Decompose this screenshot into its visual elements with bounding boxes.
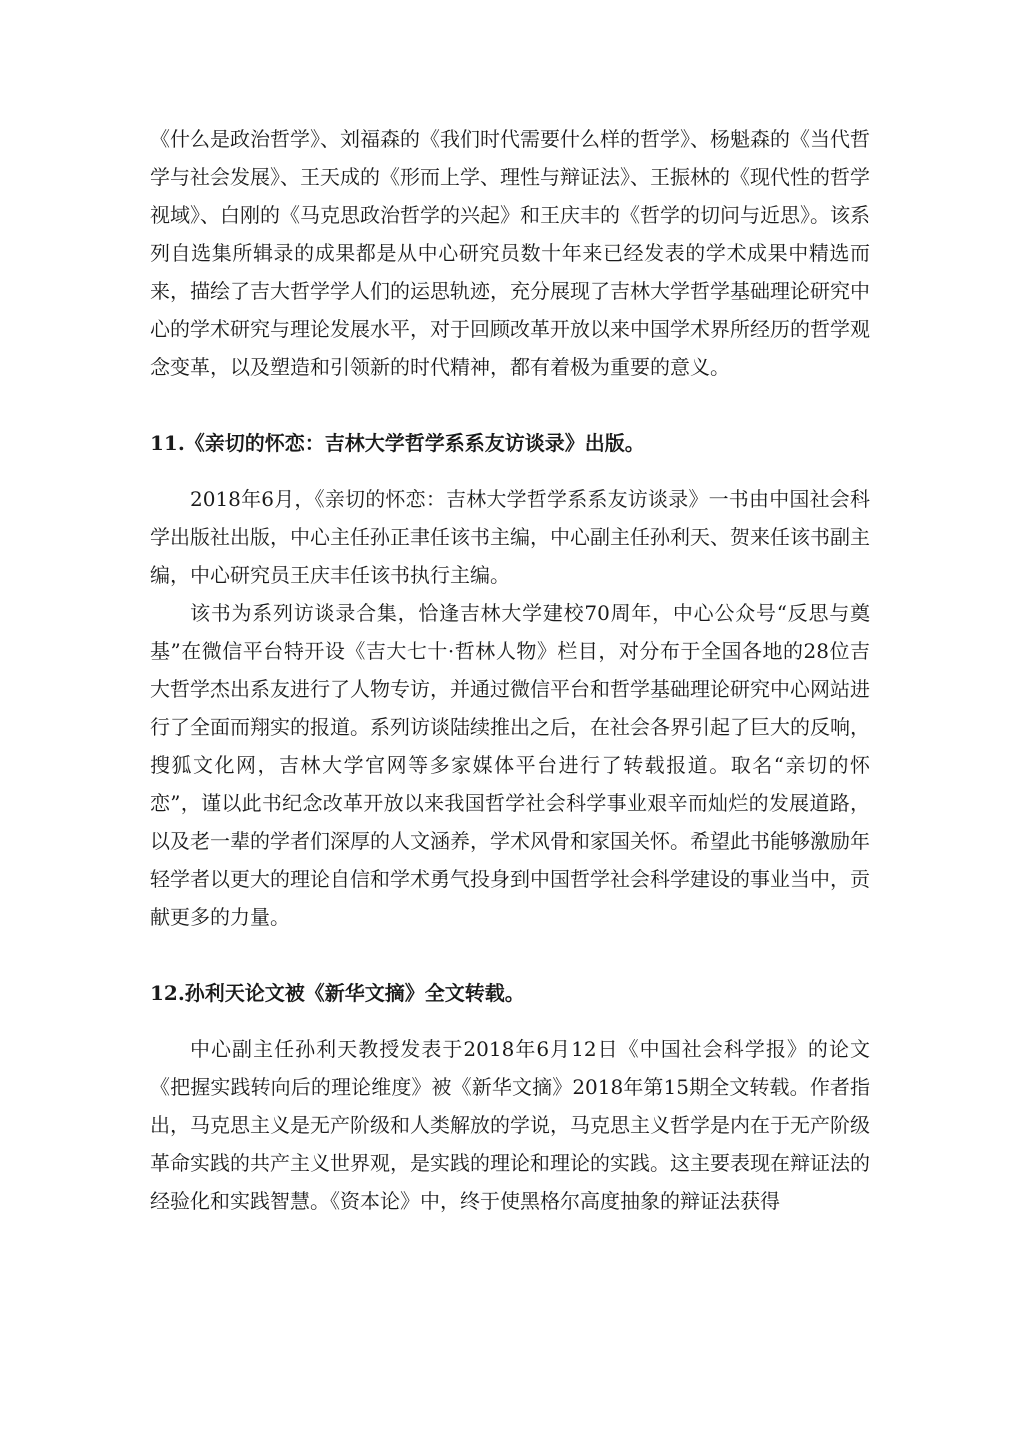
section-11-paragraph-2: 该书为系列访谈录合集，恰逢吉林大学建校70周年，中心公众号“反思与奠基”在微信平台特开设《吉大七十·哲林人物》栏目，对分布于全国各地的28位吉大哲学杰出系友进行了人物专访，并通过微信平台和哲学基础理论研究中心网站进行了全面而翔实的报道。系列访谈陆续推出之后，在社会各界引起了巨大的反响，搜狐文化网，吉林大学官网等多家媒体平台进行了转载报道。取名“亲切的怀恋”，谨以此书纪念改革开放以来我国哲学社会科学事业艰辛而灿烂的发展道路，以及老一辈的学者们深厚的人文涵养，学术风骨和家国关怀。希望此书能够激励年轻学者以更大的理论自信和学术勇气投身到中国哲学社会科学建设的事业当中，贡献更多的力量。 (150, 601, 870, 929)
section-heading-12: 12.孙利天论文被《新华文摘》全文转载。 (150, 981, 525, 1005)
intro-paragraph: 《什么是政治哲学》、刘福森的《我们时代需要什么样的哲学》、杨魁森的《当代哲学与社会发展》、王天成的《形而上学、理性与辩证法》、王振林的《现代性的哲学视域》、白刚的《马克思政治哲学的兴起》和王庆丰的《哲学的切问与近思》。该系列自选集所辑录的成果都是从中心研究员数十年来已经发表的学术成果中精选而来，描绘了吉大哲学学人们的运思轨迹，充分展现了吉林大学哲学基础理论研究中心的学术研究与理论发展水平，对于回顾改革开放以来中国学术界所经历的哲学观念变革，以及塑造和引领新的时代精神，都有着极为重要的意义。 (150, 127, 870, 379)
section-heading-11: 11.《亲切的怀恋：吉林大学哲学系系友访谈录》出版。 (150, 431, 645, 455)
document-body (150, 120, 870, 1220)
section-11-paragraph-1: 2018年6月，《亲切的怀恋：吉林大学哲学系系友访谈录》一书由中国社会科学出版社出版，中心主任孙正聿任该书主编，中心副主任孙利天、贺来任该书副主编，中心研究员王庆丰任该书执行主编。 (150, 487, 870, 587)
section-12-paragraph-1: 中心副主任孙利天教授发表于2018年6月12日《中国社会科学报》的论文《把握实践转向后的理论维度》被《新华文摘》2018年第15期全文转载。作者指出，马克思主义是无产阶级和人类解放的学说，马克思主义哲学是内在于无产阶级革命实践的共产主义世界观，是实践的理论和理论的实践。这主要表现在辩证法的经验化和实践智慧。《资本论》中，终于使黑格尔高度抽象的辩证法获得 (150, 1037, 870, 1213)
